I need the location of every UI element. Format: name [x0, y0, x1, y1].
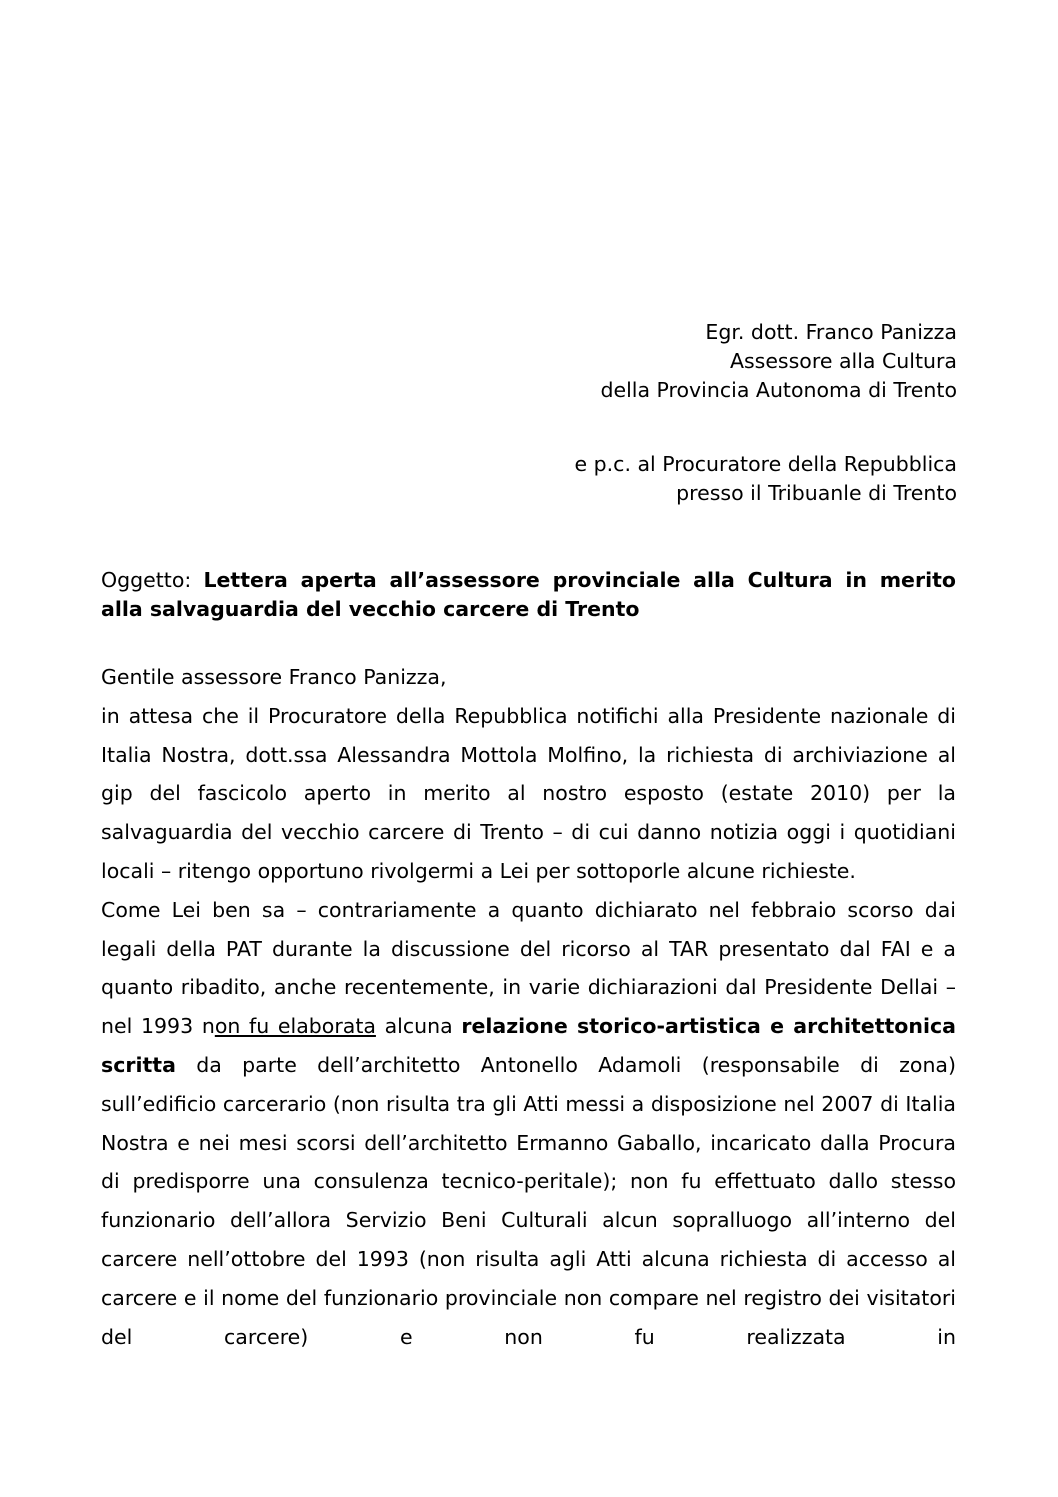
- salutation: Gentile assessore Franco Panizza,: [101, 665, 447, 689]
- paragraph-2-bold: relazione storico-artistica e architettonica scritta: [101, 1014, 956, 1077]
- subject-label: Oggetto:: [101, 568, 192, 592]
- cc-office: presso il Tribuanle di Trento: [676, 481, 957, 505]
- paragraph-2-text-c: da parte dell’architetto Antonello Adamoli (responsabile di zona) sull’edificio carcerario (non risulta tra gli Atti messi a disposizione nel 2007 di Italia Nostra e nei mesi scorsi dell’architetto Ermanno Gaballo, incaricato dalla Procura di predisporre una consulenza tecnico-peritale); non fu effettuato dallo stesso funzionario dell’allora Servizio Beni Culturali alcun sopralluogo all’interno del carcere nell’ottobre del 1993 (non risulta agli Atti alcuna richiesta di accesso al carcere e il nome del funzionario provinciale non compare nel registro dei visitatori del carcere) e non fu realizzata in: [101, 1052, 956, 1349]
- paragraph-2: [101, 891, 956, 1357]
- cc-recipient: e p.c. al Procuratore della Repubblica: [574, 452, 957, 476]
- addressee-block: [600, 318, 957, 405]
- subject-line: [101, 566, 956, 624]
- letter-body: [101, 658, 956, 1356]
- addressee-institution: della Provincia Autonoma di Trento: [600, 378, 957, 402]
- paragraph-2-text-a: Come Lei ben sa – contrariamente a quanto dichiarato nel febbraio scorso dai legali della PAT durante la discussione del ricorso al TAR presentato dal FAI e a quanto ribadito, anche recentemente, in varie dichiarazioni dal Presidente Dellai – nel 1993 n: [101, 897, 956, 1039]
- addressee-role: Assessore alla Cultura: [729, 349, 957, 373]
- cc-block: [575, 450, 957, 508]
- paragraph-1: in attesa che il Procuratore della Repubblica notifichi alla Presidente nazionale di Italia Nostra, dott.ssa Alessandra Mottola Molfino, la richiesta di archiviazione al gip del fascicolo aperto in merito al nostro esposto (estate 2010) per la salvaguardia del vecchio carcere di Trento – di cui danno notizia oggi i quotidiani locali – ritengo opportuno rivolgermi a Lei per sottoporle alcune richieste.: [101, 703, 956, 883]
- addressee-name: Egr. dott. Franco Panizza: [705, 320, 957, 344]
- paragraph-2-text-b: alcuna: [375, 1014, 462, 1039]
- paragraph-2-underlined: on fu elaborata: [214, 1014, 376, 1039]
- subject-text: Lettera aperta all’assessore provinciale alla Cultura in merito alla salvaguardia del vecchio carcere di Trento: [101, 568, 956, 621]
